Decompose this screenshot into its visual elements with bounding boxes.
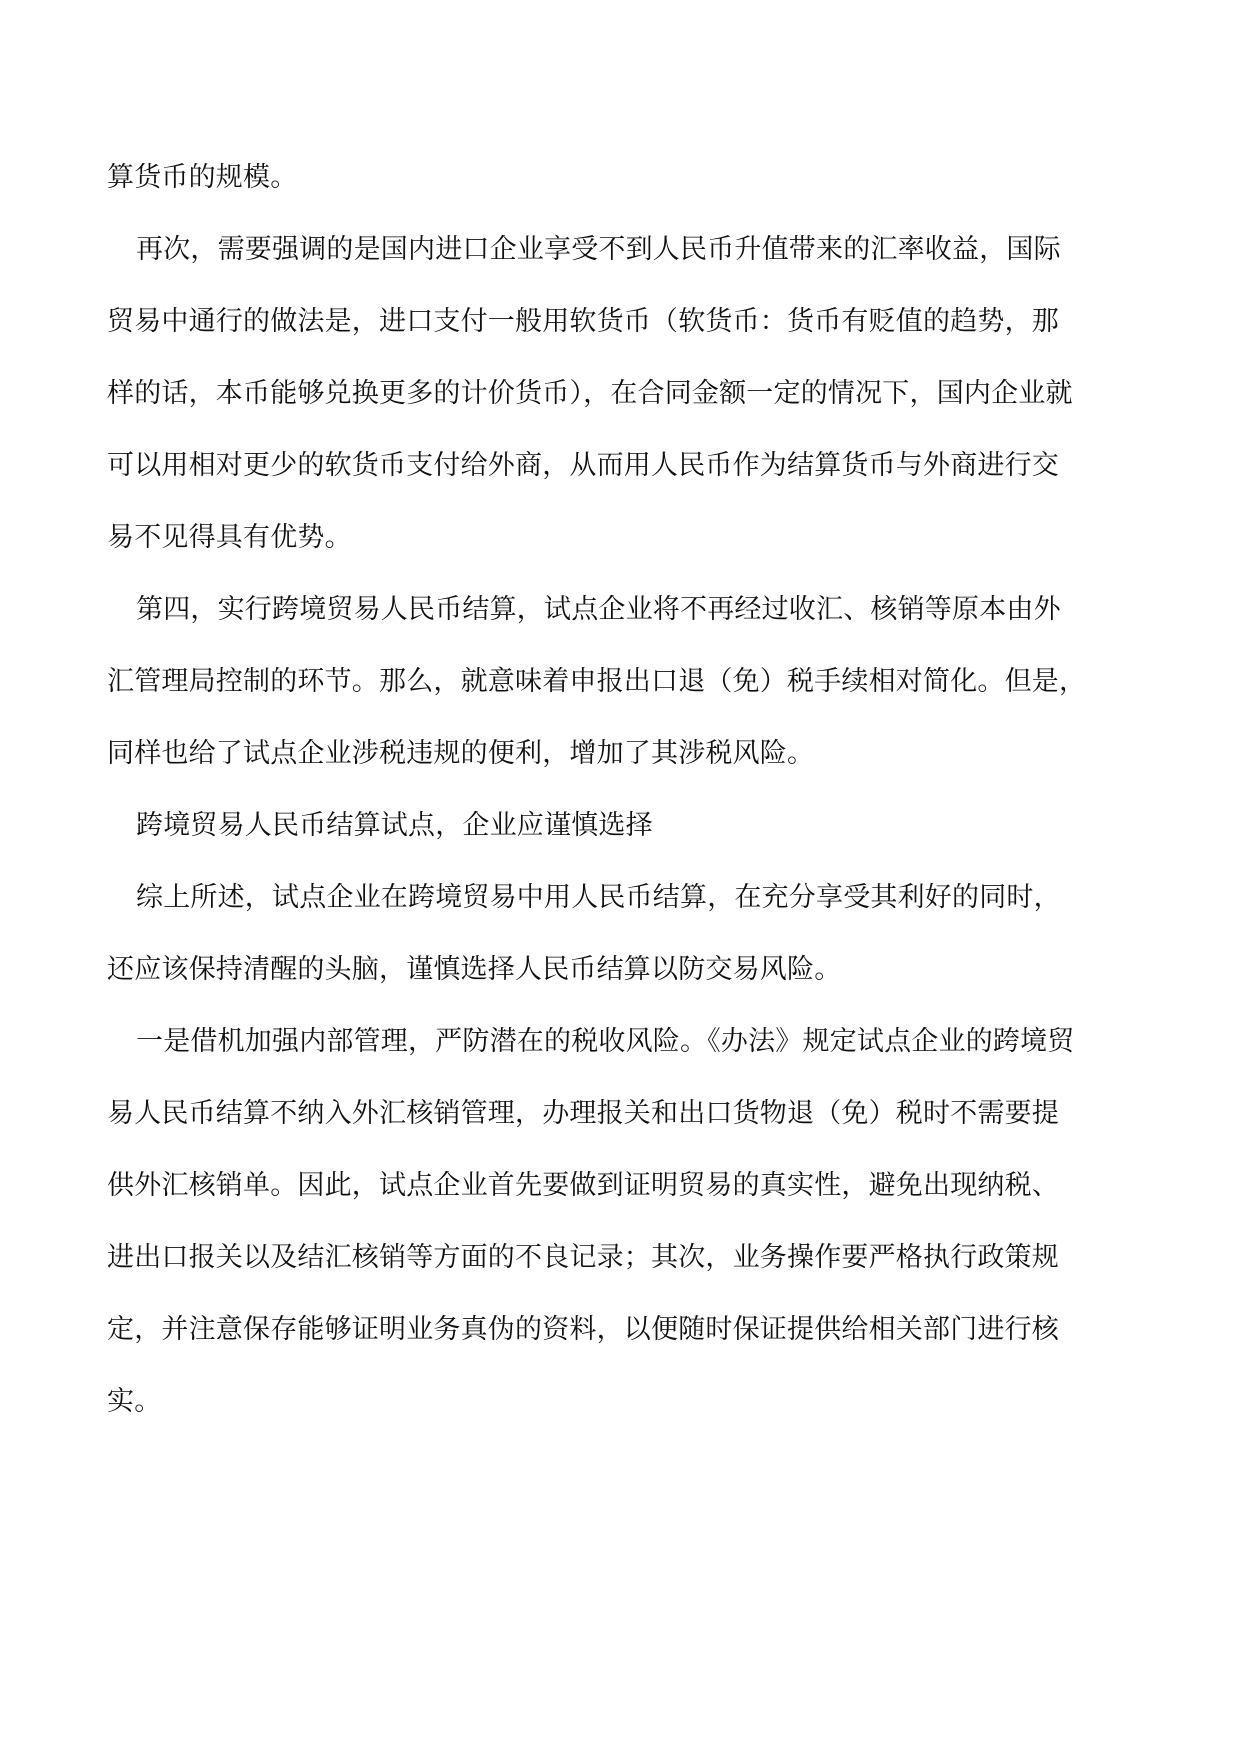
text-line: 一是借机加强内部管理，严防潜在的税收风险。《办法》规定试点企业的跨境贸 [136, 1026, 1075, 1057]
text-line: 易不见得具有优势。 [107, 522, 352, 553]
text-line: 供外汇核销单。因此，试点企业首先要做到证明贸易的真实性，避免出现纳税、 [107, 1170, 1059, 1201]
text-line: 算货币的规模。 [107, 162, 298, 193]
text-line: 样的话，本币能够兑换更多的计价货币），在合同金额一定的情况下，国内企业就 [107, 378, 1073, 409]
text-line: 实。 [107, 1386, 162, 1417]
text-line: 汇管理局控制的环节。那么，就意味着申报出口退（免）税手续相对简化。但是， [107, 666, 1087, 697]
text-line: 进出口报关以及结汇核销等方面的不良记录；其次，业务操作要严格执行政策规 [107, 1242, 1059, 1273]
text-line: 贸易中通行的做法是，进口支付一般用软货币（软货币：货币有贬值的趋势，那 [107, 306, 1059, 337]
section-heading: 跨境贸易人民币结算试点，企业应谨慎选择 [136, 810, 653, 841]
text-line: 同样也给了试点企业涉税违规的便利，增加了其涉税风险。 [107, 738, 815, 769]
text-line: 易人民币结算不纳入外汇核销管理，办理报关和出口货物退（免）税时不需要提 [107, 1098, 1059, 1129]
text-line: 第四，实行跨境贸易人民币结算，试点企业将不再经过收汇、核销等原本由外 [136, 594, 1061, 625]
text-line: 再次，需要强调的是国内进口企业享受不到人民币升值带来的汇率收益，国际 [136, 234, 1061, 265]
text-line: 还应该保持清醒的头脑，谨慎选择人民币结算以防交易风险。 [107, 954, 842, 985]
text-line: 定，并注意保存能够证明业务真伪的资料，以便随时保证提供给相关部门进行核 [107, 1314, 1059, 1345]
text-line: 综上所述，试点企业在跨境贸易中用人民币结算，在充分享受其利好的同时， [136, 882, 1061, 913]
text-line: 可以用相对更少的软货币支付给外商，从而用人民币作为结算货币与外商进行交 [107, 450, 1059, 481]
